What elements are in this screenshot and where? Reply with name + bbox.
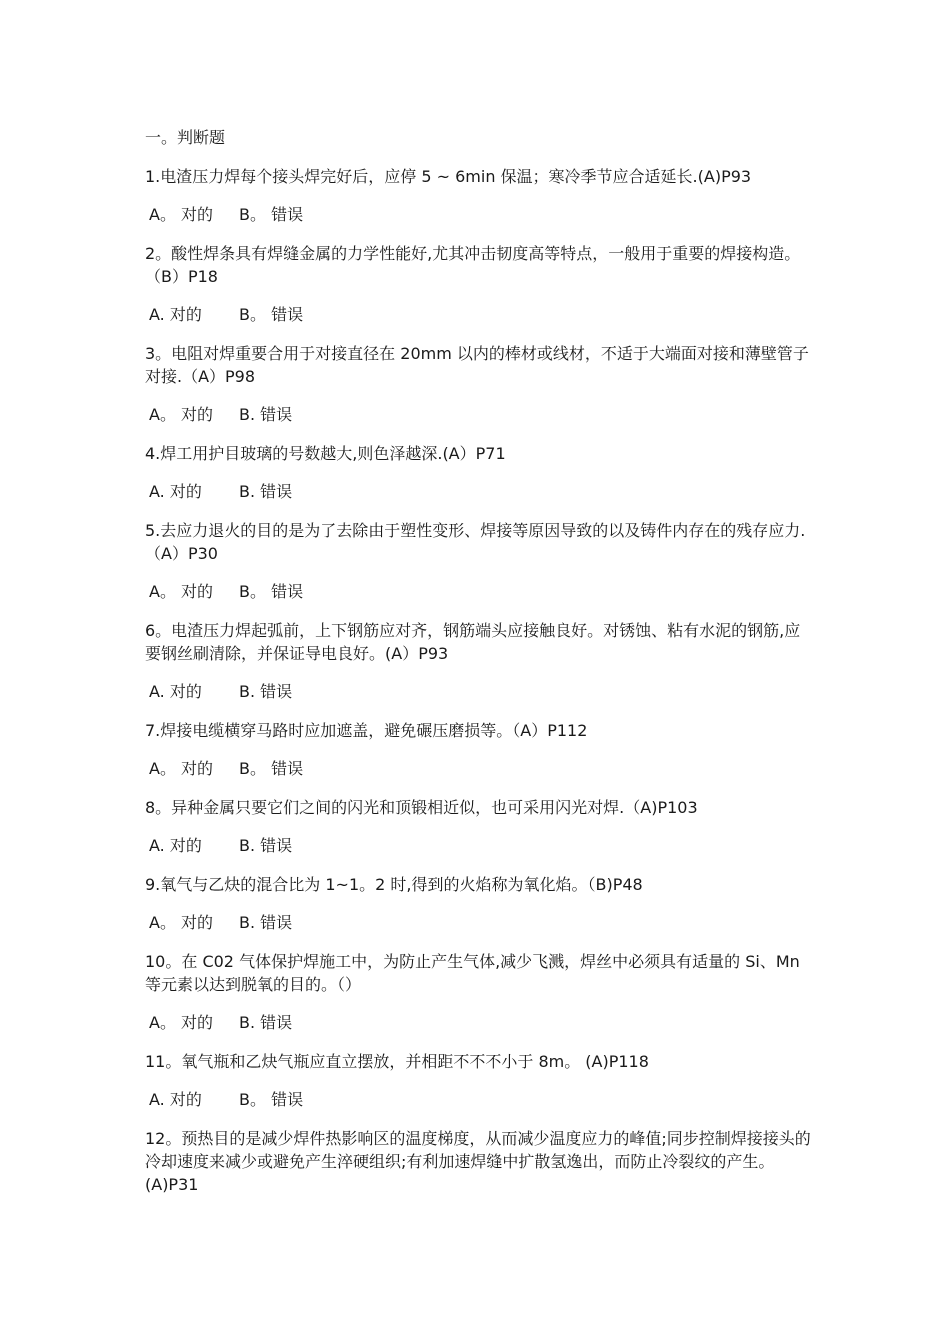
question-6 — [145, 619, 815, 665]
option-b: B. 错误 — [239, 682, 293, 701]
question-4 — [145, 442, 815, 465]
answer-options — [145, 580, 815, 604]
option-b: B。 错误 — [239, 582, 304, 601]
question-12 — [145, 1127, 815, 1196]
option-a: A。 对的 — [149, 759, 214, 778]
option-a: A. 对的 — [149, 482, 202, 501]
option-a: A。 对的 — [149, 582, 214, 601]
question-text: 2。酸性焊条具有焊缝金属的力学性能好,尤其冲击韧度高等特点，一般用于重要的焊接构造。（B）P18 — [145, 244, 801, 286]
question-5 — [145, 519, 815, 565]
option-a: A。 对的 — [149, 205, 214, 224]
answer-options — [145, 203, 815, 227]
question-text: 12。预热目的是减少焊件热影响区的温度梯度，从而减少温度应力的峰值;同步控制焊接接头的冷却速度来减少或避免产生淬硬组织;有利加速焊缝中扩散氢逸出，而防止冷裂纹的产生。(A)P31 — [145, 1129, 811, 1194]
option-a: A. 对的 — [149, 305, 202, 324]
question-11 — [145, 1050, 815, 1073]
answer-options — [145, 680, 815, 704]
question-2 — [145, 242, 815, 288]
option-a: A. 对的 — [149, 1090, 202, 1109]
option-b: B. 错误 — [239, 405, 293, 424]
option-b: B。 错误 — [239, 759, 304, 778]
question-9 — [145, 873, 815, 896]
answer-options — [145, 757, 815, 781]
question-7 — [145, 719, 815, 742]
answer-options — [145, 480, 815, 504]
option-a: A。 对的 — [149, 1013, 214, 1032]
question-text: 1.电渣压力焊每个接头焊完好后，应停 5 ~ 6min 保温；寒冷季节应合适延长.(A)P93 — [145, 167, 752, 186]
option-b: B。 错误 — [239, 205, 304, 224]
document-page — [145, 126, 815, 1211]
option-a: A. 对的 — [149, 682, 202, 701]
question-text: 8。异种金属只要它们之间的闪光和顶锻相近似，也可采用闪光对焊.（A)P103 — [145, 798, 698, 817]
option-a: A. 对的 — [149, 836, 202, 855]
question-8 — [145, 796, 815, 819]
question-text: 7.焊接电缆横穿马路时应加遮盖，避免碾压磨损等。（A）P112 — [145, 721, 588, 740]
option-a: A。 对的 — [149, 913, 214, 932]
answer-options — [145, 303, 815, 327]
option-b: B. 错误 — [239, 913, 293, 932]
question-text: 9.氧气与乙炔的混合比为 1~1。2 时,得到的火焰称为氧化焰。（B)P48 — [145, 875, 643, 894]
answer-options — [145, 403, 815, 427]
question-text: 6。电渣压力焊起弧前，上下钢筋应对齐，钢筋端头应接触良好。对锈蚀、粘有水泥的钢筋,应要钢丝刷清除，并保证导电良好。(A）P93 — [145, 621, 801, 663]
answer-options — [145, 911, 815, 935]
question-text: 5.去应力退火的目的是为了去除由于塑性变形、焊接等原因导致的以及铸件内存在的残存应力.（A）P30 — [145, 521, 806, 563]
question-text: 11。氧气瓶和乙炔气瓶应直立摆放，并相距不不不小于 8m。 (A)P118 — [145, 1052, 649, 1071]
option-b: B. 错误 — [239, 482, 293, 501]
question-3 — [145, 342, 815, 388]
option-b: B. 错误 — [239, 1013, 293, 1032]
question-text: 10。在 C02 气体保护焊施工中，为防止产生气体,减少飞溅，焊丝中必须具有适量的 Si、Mn 等元素以达到脱氧的目的。（） — [145, 952, 800, 994]
question-text: 4.焊工用护目玻璃的号数越大,则色泽越深.(A）P71 — [145, 444, 506, 463]
answer-options — [145, 834, 815, 858]
answer-options — [145, 1011, 815, 1035]
option-a: A。 对的 — [149, 405, 214, 424]
option-b: B。 错误 — [239, 1090, 304, 1109]
option-b: B. 错误 — [239, 836, 293, 855]
section-title: 一。判断题 — [145, 128, 226, 147]
question-1 — [145, 165, 815, 188]
question-text: 3。电阻对焊重要合用于对接直径在 20mm 以内的棒材或线材，不适于大端面对接和薄壁管子对接.（A）P98 — [145, 344, 809, 386]
answer-options — [145, 1088, 815, 1112]
option-b: B。 错误 — [239, 305, 304, 324]
question-10 — [145, 950, 815, 996]
